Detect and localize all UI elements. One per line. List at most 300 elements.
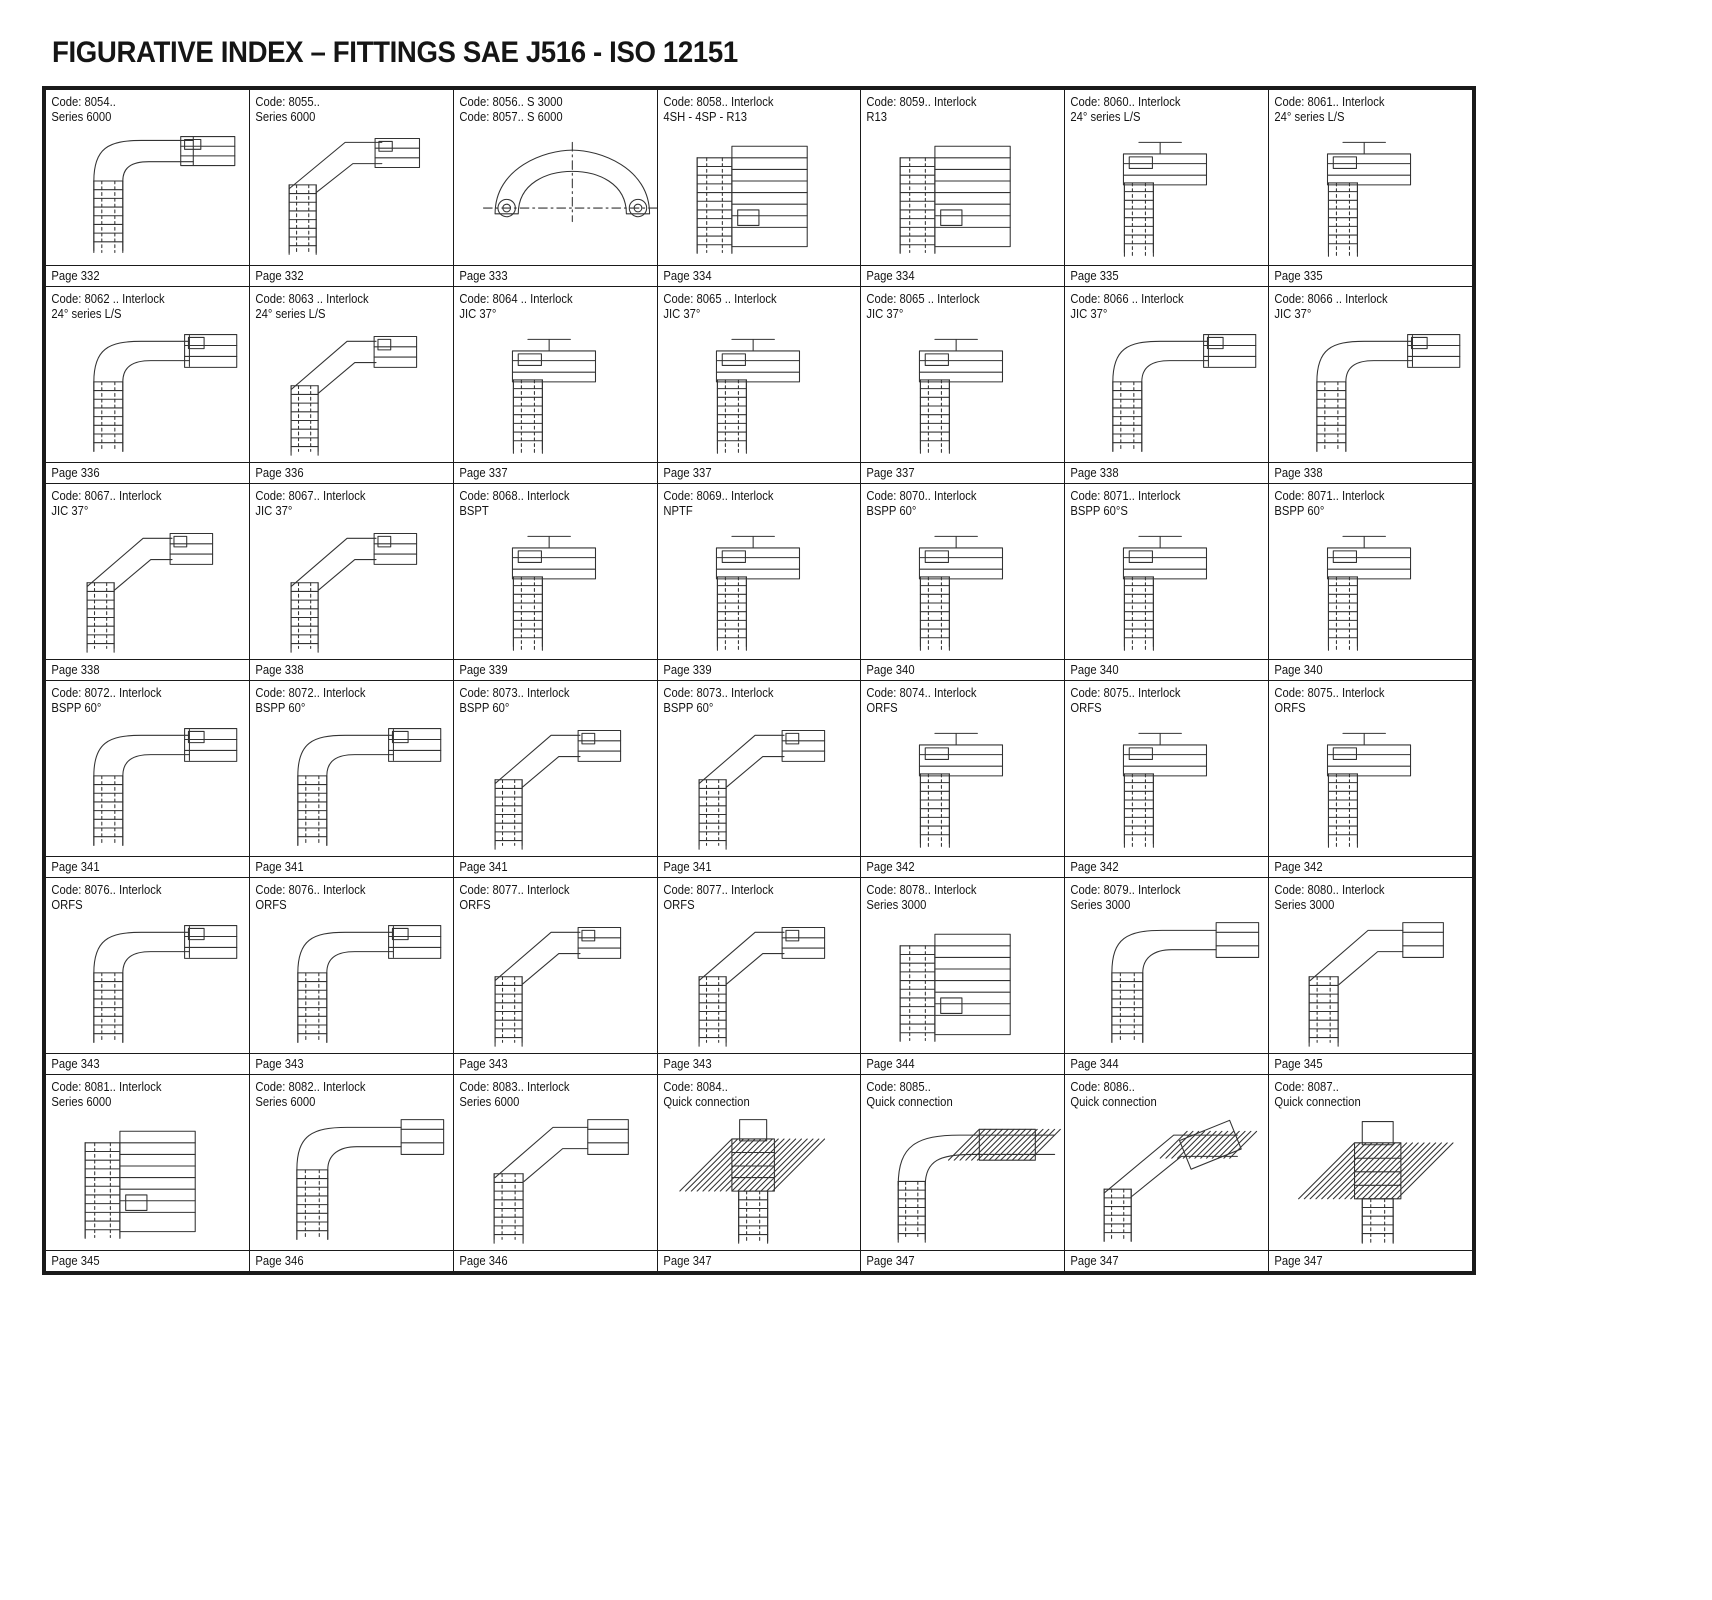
code-line: Code: 8067.. Interlock [255,489,366,503]
fitting-drawing [250,125,453,265]
page-reference-cell[interactable] [1269,266,1473,287]
cell-code-label [250,681,433,716]
code-line: Series 6000 [51,1095,112,1109]
page-reference-cell[interactable] [657,660,861,681]
code-line: Series 6000 [51,110,112,124]
page-number-label: Page 340 [1274,663,1323,677]
page-reference-cell[interactable] [1065,857,1269,878]
index-cell[interactable] [453,90,657,266]
cell-code-label [46,90,229,125]
page-reference-cell[interactable] [46,1054,250,1075]
fitting-drawing [454,322,657,462]
cell-code-label [454,484,637,519]
cell-code-label [1269,90,1452,125]
code-line: Code: 8076.. Interlock [51,883,162,897]
cell-code-label [46,287,229,322]
page-reference-cell[interactable] [861,857,1065,878]
table-row [46,287,1473,463]
fitting-drawing [46,1110,249,1250]
code-line: ORFS [1274,701,1306,715]
code-line: Code: 8068.. Interlock [459,489,570,503]
cell-code-label [1269,681,1452,716]
fitting-drawing [1269,322,1472,462]
cell-code-label [861,1075,1044,1110]
page-reference-cell[interactable] [1269,463,1473,484]
page-number-label: Page 334 [662,269,712,283]
code-line: Quick connection [866,1095,954,1109]
page-reference-cell[interactable] [861,266,1065,287]
fitting-drawing [861,125,1064,265]
fitting-drawing [1065,1110,1268,1250]
cell-code-label [250,287,433,322]
cell-code-label [454,90,637,125]
index-cell[interactable] [657,1075,861,1251]
code-line: BSPP 60° [866,504,917,518]
fitting-drawing [250,519,453,659]
fitting-drawing [1065,322,1268,462]
code-line: Code: 8074.. Interlock [866,686,977,700]
fitting-drawing [46,519,249,659]
page-reference-cell[interactable] [1269,660,1473,681]
cell-code-label [250,1075,433,1110]
code-line: JIC 37° [662,307,700,321]
code-line: Code: 8064 .. Interlock [459,292,573,306]
cell-code-label [1065,484,1248,519]
index-cell[interactable] [1065,878,1269,1054]
code-line: Series 3000 [866,898,927,912]
page-number-label: Page 343 [255,1057,304,1071]
index-cell[interactable] [861,484,1065,660]
code-line: JIC 37° [866,307,904,321]
page-number-label: Page 347 [1070,1254,1119,1268]
fitting-drawing [861,913,1064,1053]
page-reference-cell[interactable] [46,463,250,484]
cell-code-label [1065,287,1248,322]
cell-code-label [46,484,229,519]
fitting-drawing [658,716,861,856]
page-reference-cell[interactable] [46,1251,250,1272]
page-number-label: Page 345 [51,1254,100,1268]
code-line: Code: 8075.. Interlock [1070,686,1181,700]
index-cell[interactable] [657,287,861,463]
code-line: Code: 8056.. S 3000 [459,95,563,109]
page-number-label: Page 337 [866,466,915,480]
page-reference-cell[interactable] [46,266,250,287]
table-row [46,484,1473,660]
fitting-drawing [861,519,1064,659]
code-line: BSPP 60° [662,701,713,715]
code-line: BSPP 60°S [1070,504,1129,518]
code-line: Series 6000 [255,110,316,124]
page-reference-cell[interactable] [249,857,453,878]
page-reference-cell[interactable] [861,1251,1065,1272]
code-line: Code: 8087.. [1274,1080,1339,1094]
page-reference-cell[interactable] [657,1251,861,1272]
page-reference-cell[interactable] [453,857,657,878]
page-reference-cell[interactable] [46,660,250,681]
page-reference-cell[interactable] [657,857,861,878]
cell-code-label [1269,1075,1452,1110]
code-line: JIC 37° [255,504,293,518]
code-line: Code: 8077.. Interlock [459,883,570,897]
cell-code-label [861,287,1044,322]
cell-code-label [658,878,841,913]
page-reference-cell[interactable] [861,1054,1065,1075]
index-cell[interactable] [1269,878,1473,1054]
cell-code-label [861,90,1044,125]
index-cell[interactable] [249,484,453,660]
code-line: Code: 8071.. Interlock [1070,489,1181,503]
page-reference-cell[interactable] [249,1054,453,1075]
code-line: Quick connection [1274,1095,1361,1109]
code-line: Code: 8070.. Interlock [866,489,977,503]
index-cell[interactable] [249,878,453,1054]
page-number-label: Page 341 [459,860,508,874]
index-cell[interactable] [1269,484,1473,660]
cell-code-label [658,287,841,322]
fitting-drawing [250,913,453,1053]
code-line: R13 [866,110,888,124]
index-cell[interactable] [453,878,657,1054]
table-row [46,681,1473,857]
page-reference-cell[interactable] [1269,857,1473,878]
fitting-drawing [46,716,249,856]
fitting-drawing [250,716,453,856]
fitting-drawing [250,322,453,462]
page-reference-row [46,857,1473,878]
code-line: Code: 8073.. Interlock [459,686,570,700]
page-reference-cell[interactable] [861,463,1065,484]
page-number-label: Page 343 [662,1057,712,1071]
code-line: Code: 8085.. [866,1080,932,1094]
code-line: Code: 8082.. Interlock [255,1080,366,1094]
cell-code-label [1065,1075,1248,1110]
code-line: Code: 8071.. Interlock [1274,489,1385,503]
code-line: Code: 8078.. Interlock [866,883,977,897]
code-line: Code: 8067.. Interlock [51,489,162,503]
index-cell[interactable] [46,484,250,660]
page-reference-cell[interactable] [1065,1054,1269,1075]
page-number-label: Page 347 [1274,1254,1323,1268]
code-line: Code: 8060.. Interlock [1070,95,1181,109]
page-reference-row [46,1054,1473,1075]
page-number-label: Page 347 [662,1254,712,1268]
page-reference-cell[interactable] [1065,1251,1269,1272]
fitting-drawing [861,1110,1064,1250]
fitting-drawing [46,125,249,265]
code-line: Code: 8083.. Interlock [459,1080,570,1094]
index-cell[interactable] [453,1075,657,1251]
code-line: Code: 8079.. Interlock [1070,883,1181,897]
page-number-label: Page 336 [51,466,100,480]
fitting-drawing [658,519,861,659]
page-reference-row [46,660,1473,681]
page-reference-cell[interactable] [453,660,657,681]
code-line: Code: 8059.. Interlock [866,95,977,109]
fitting-drawing [1269,716,1472,856]
page-number-label: Page 339 [662,663,712,677]
page-number-label: Page 342 [866,860,915,874]
index-cell[interactable] [861,90,1065,266]
code-line: Code: 8086.. [1070,1080,1136,1094]
cell-code-label [454,287,637,322]
code-line: BSPP 60° [459,701,510,715]
fitting-drawing [454,519,657,659]
cell-code-label [454,878,637,913]
cell-code-label [1269,878,1452,913]
index-cell[interactable] [1065,1075,1269,1251]
fitting-drawing [250,1110,453,1250]
code-line: BSPP 60° [1274,504,1325,518]
page-number-label: Page 338 [1274,466,1323,480]
fitting-drawing [454,125,657,265]
index-cell[interactable] [249,90,453,266]
index-cell[interactable] [46,90,250,266]
cell-code-label [454,681,637,716]
index-cell[interactable] [1065,681,1269,857]
code-line: BSPP 60° [255,701,306,715]
cell-code-label [1065,681,1248,716]
code-line: Code: 8080.. Interlock [1274,883,1385,897]
index-cell[interactable] [453,484,657,660]
cell-code-label [46,681,229,716]
page-reference-cell[interactable] [249,266,453,287]
page-number-label: Page 337 [459,466,508,480]
index-cell[interactable] [453,287,657,463]
fitting-drawing [46,322,249,462]
page-number-label: Page 343 [459,1057,508,1071]
cell-code-label [658,90,841,125]
page-reference-cell[interactable] [453,1251,657,1272]
page-number-label: Page 346 [459,1254,508,1268]
code-line: Code: 8066 .. Interlock [1274,292,1388,306]
page-number-label: Page 340 [1070,663,1119,677]
page-number-label: Page 339 [459,663,508,677]
code-line: Quick connection [1070,1095,1157,1109]
page-title: FIGURATIVE INDEX – FITTINGS SAE J516 - ISO 12151 [52,36,738,69]
fitting-drawing [1269,125,1472,265]
code-line: ORFS [662,898,695,912]
page-reference-cell[interactable] [249,660,453,681]
page-reference-cell[interactable] [657,463,861,484]
page-number-label: Page 347 [866,1254,915,1268]
table-row [46,878,1473,1054]
cell-code-label [658,1075,841,1110]
cell-code-label [1065,90,1248,125]
code-line: Code: 8077.. Interlock [662,883,773,897]
index-cell[interactable] [861,878,1065,1054]
page-number-label: Page 336 [255,466,304,480]
page-number-label: Page 338 [255,663,304,677]
index-cell[interactable] [1065,484,1269,660]
page-number-label: Page 341 [662,860,712,874]
fitting-drawing [658,1110,861,1250]
code-line: Code: 8065 .. Interlock [866,292,980,306]
index-cell[interactable] [657,484,861,660]
index-cell[interactable] [657,878,861,1054]
cell-code-label [861,681,1044,716]
index-cell[interactable] [46,878,250,1054]
page-number-label: Page 344 [1070,1057,1119,1071]
page-reference-row [46,266,1473,287]
fitting-drawing [454,913,657,1053]
page-number-label: Page 344 [866,1057,915,1071]
page-number-label: Page 334 [866,269,915,283]
code-line: Code: 8058.. Interlock [662,95,773,109]
fitting-drawing [658,913,861,1053]
page-number-label: Page 345 [1274,1057,1323,1071]
code-line: Code: 8065 .. Interlock [662,292,777,306]
fitting-drawing [454,716,657,856]
code-line: 4SH - 4SP - R13 [662,110,747,124]
fitting-drawing [1269,913,1472,1053]
page-number-label: Page 332 [51,269,100,283]
index-cell[interactable] [249,1075,453,1251]
code-line: Code: 8054.. [51,95,116,109]
code-line: Code: 8069.. Interlock [662,489,773,503]
page-number-label: Page 340 [866,663,915,677]
page-reference-cell[interactable] [657,1054,861,1075]
index-cell[interactable] [46,681,250,857]
index-cell[interactable] [249,681,453,857]
table-row [46,1075,1473,1251]
code-line: Code: 8072.. Interlock [51,686,162,700]
page-reference-cell[interactable] [453,1054,657,1075]
page-number-label: Page 342 [1070,860,1119,874]
fitting-drawing [1065,125,1268,265]
code-line: BSPP 60° [51,701,102,715]
code-line: Series 3000 [1070,898,1131,912]
cell-code-label [250,90,433,125]
code-line: JIC 37° [1070,307,1108,321]
page-reference-cell[interactable] [1065,660,1269,681]
page-reference-cell[interactable] [249,1251,453,1272]
index-cell[interactable] [1269,287,1473,463]
code-line: ORFS [1070,701,1102,715]
table-row [46,90,1473,266]
code-line: Code: 8076.. Interlock [255,883,366,897]
index-grid [45,89,1473,1272]
page-number-label: Page 332 [255,269,304,283]
index-cell[interactable] [46,1075,250,1251]
page-number-label: Page 335 [1274,269,1323,283]
code-line: 24° series L/S [255,307,326,321]
page-number-label: Page 337 [662,466,712,480]
page-reference-cell[interactable] [249,463,453,484]
fitting-drawing [46,913,249,1053]
index-cell[interactable] [1065,287,1269,463]
cell-code-label [861,878,1044,913]
code-line: JIC 37° [1274,307,1312,321]
code-line: JIC 37° [459,307,497,321]
index-cell[interactable] [453,681,657,857]
fitting-drawing [1065,519,1268,659]
code-line: Code: 8063 .. Interlock [255,292,369,306]
code-line: Code: 8084.. [662,1080,728,1094]
page-reference-cell[interactable] [46,857,250,878]
index-cell[interactable] [861,287,1065,463]
cell-code-label [1269,484,1452,519]
cell-code-label [46,1075,229,1110]
page-number-label: Page 343 [51,1057,100,1071]
code-line: ORFS [255,898,287,912]
page-reference-cell[interactable] [453,266,657,287]
page-reference-cell[interactable] [1065,266,1269,287]
code-line: JIC 37° [51,504,89,518]
page-reference-cell[interactable] [1065,463,1269,484]
page-number-label: Page 341 [51,860,100,874]
page-reference-cell[interactable] [657,266,861,287]
code-line: Code: 8062 .. Interlock [51,292,165,306]
figurative-index-table [42,86,1476,1275]
index-cell[interactable] [46,287,250,463]
page-number-label: Page 338 [51,663,100,677]
index-cell[interactable] [861,681,1065,857]
cell-code-label [658,681,841,716]
code-line: BSPT [459,504,489,518]
code-line: ORFS [459,898,491,912]
page-reference-row [46,463,1473,484]
index-cell[interactable] [1269,1075,1473,1251]
code-line: 24° series L/S [1070,110,1141,124]
fitting-drawing [658,125,861,265]
code-line: Code: 8055.. [255,95,320,109]
page-reference-cell[interactable] [861,660,1065,681]
page-number-label: Page 338 [1070,466,1119,480]
cell-code-label [46,878,229,913]
code-line: Code: 8057.. S 6000 [459,110,563,124]
code-line: Code: 8061.. Interlock [1274,95,1385,109]
code-line: Code: 8066 .. Interlock [1070,292,1184,306]
code-line: Code: 8075.. Interlock [1274,686,1385,700]
code-line: Series 6000 [459,1095,520,1109]
code-line: Code: 8072.. Interlock [255,686,366,700]
index-cell[interactable] [657,681,861,857]
fitting-drawing [454,1110,657,1250]
cell-code-label [658,484,841,519]
index-cell[interactable] [1065,90,1269,266]
page-number-label: Page 333 [459,269,508,283]
code-line: Quick connection [662,1095,750,1109]
page-reference-cell[interactable] [453,463,657,484]
cell-code-label [1065,878,1248,913]
page-number-label: Page 335 [1070,269,1119,283]
index-cell[interactable] [1269,681,1473,857]
fitting-drawing [658,322,861,462]
index-cell[interactable] [249,287,453,463]
code-line: ORFS [866,701,899,715]
page-reference-cell[interactable] [1269,1054,1473,1075]
code-line: 24° series L/S [1274,110,1345,124]
index-cell[interactable] [1269,90,1473,266]
fitting-drawing [1269,519,1472,659]
page-number-label: Page 342 [1274,860,1323,874]
code-line: NPTF [662,504,693,518]
cell-code-label [454,1075,637,1110]
page-reference-cell[interactable] [1269,1251,1473,1272]
index-cell[interactable] [861,1075,1065,1251]
code-line: ORFS [51,898,83,912]
code-line: Series 3000 [1274,898,1335,912]
fitting-drawing [1065,716,1268,856]
code-line: 24° series L/S [51,307,122,321]
cell-code-label [861,484,1044,519]
page-number-label: Page 341 [255,860,304,874]
index-cell[interactable] [657,90,861,266]
fitting-drawing [1065,913,1268,1053]
page-reference-row [46,1251,1473,1272]
code-line: Code: 8081.. Interlock [51,1080,162,1094]
